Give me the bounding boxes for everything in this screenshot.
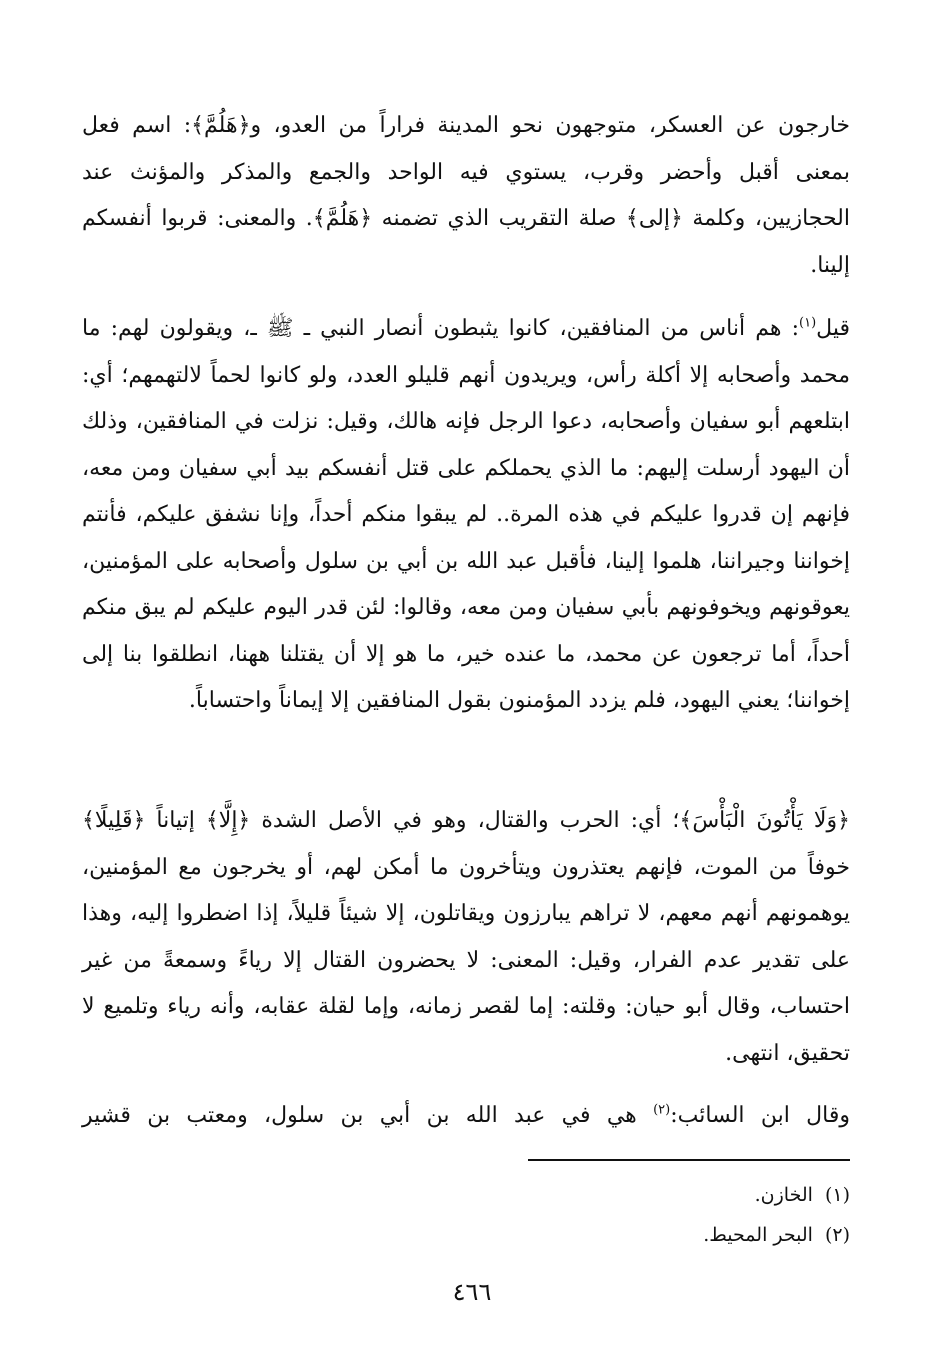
footnote-1-number: (١)	[824, 1184, 850, 1206]
paragraph-4	[82, 1093, 890, 1140]
footnote-ref-1: (١)	[799, 315, 817, 331]
footnote-2	[82, 1215, 850, 1255]
paragraph-1-text: خارجون عن العسكر، متوجهون نحو المدينة فراراً من العدو، و﴿هَلُمَّ﴾: اسم فعل بمعنى أقبل وأحضر وقرب، يستوي فيه الواحد والجمع والمذكر والمؤنث عند الحجازيين، وكلمة ﴿إلى﴾ صلة التقريب الذي تضمنه ﴿هَلُمَّ﴾. والمعنى: قربوا أنفسكم إلينا.	[82, 113, 850, 278]
footnote-2-text: البحر المحيط.	[703, 1224, 813, 1246]
paragraph-3	[82, 798, 850, 1077]
footnote-1-text: الخازن.	[754, 1184, 813, 1206]
paragraph-1	[82, 103, 850, 289]
footnote-2-number: (٢)	[824, 1224, 850, 1246]
page-number: ٤٦٦	[452, 1278, 492, 1306]
paragraph-3-text: ﴿وَلَا يَأْتُونَ الْبَأْسَ﴾؛ أي: الحرب والقتال، وهو في الأصل الشدة ﴿إِلَّا﴾ إتياناً ﴿قَلِيلًا﴾ خوفاً من الموت، فإنهم يعتذرون ويتأخرون ما أمكن لهم، أو يخرجون مع المؤمنين، يوهمونهم أنهم معهم، لا تراهم يبارزون ويقاتلون، إلا شيئاً قليلاً، إذا اضطروا إليه، وهذا على تقدير عدم الفرار، وقيل: المعنى: لا يحضرون القتال إلا رياءً وسمعةً من غير احتساب، وقال أبو حيان: وقلته: إما لقصر زمانه، وإما لقلة عقابه، وأنه رياء وتلميع لا تحقيق، انتهى.	[82, 808, 850, 1066]
paragraph-4-text: هي في عبد الله بن أبي بن سلول، ومعتب بن قشير	[82, 1103, 654, 1128]
footnotes	[82, 1175, 850, 1255]
paragraph-2-lead: قيل	[816, 316, 850, 341]
footnote-1	[82, 1175, 850, 1215]
footnote-ref-2: (٢)	[653, 1102, 671, 1118]
paragraph-2	[82, 306, 890, 725]
paragraph-2-text: : هم أناس من المنافقين، كانوا يثبطون أنصار النبي ـ ﷺ ـ، ويقولون لهم: ما محمد وأصحابه إلا أكلة رأس، ويريدون أنهم قليلو العدد، ولو كانوا لحماً لالتهمهم؛ أي: ابتلعهم أبو سفيان وأصحابه، دعوا الرجل فإنه هالك، وقيل: نزلت في المنافقين، وذلك أن اليهود أرسلت إليهم: ما الذي يحملكم على قتل أنفسكم بيد أبي سفيان ومن معه، فإنهم إن قدروا عليكم في هذه المرة.. لم يبقوا منكم أحداً، وإنا نشفق عليكم، فأنتم إخواننا وجيراننا، هلموا إلينا، فأقبل عبد الله بن أبي بن سلول وأصحابه على المؤمنين، يعوقونهم ويخوفونهم بأبي سفيان ومن معه، وقالوا: لئن قدر اليوم عليكم لم يبق منكم أحداً، أما ترجعون عن محمد، ما عنده خير، ما هو إلا أن يقتلنا ههنا، انطلقوا بنا إلى إخواننا؛ يعني اليهود، فلم يزدد المؤمنون بقول المنافقين إلا إيماناً واحتساباً.	[82, 316, 850, 713]
paragraph-4-lead: وقال ابن السائب:	[670, 1103, 850, 1128]
footnote-divider	[528, 1159, 850, 1161]
